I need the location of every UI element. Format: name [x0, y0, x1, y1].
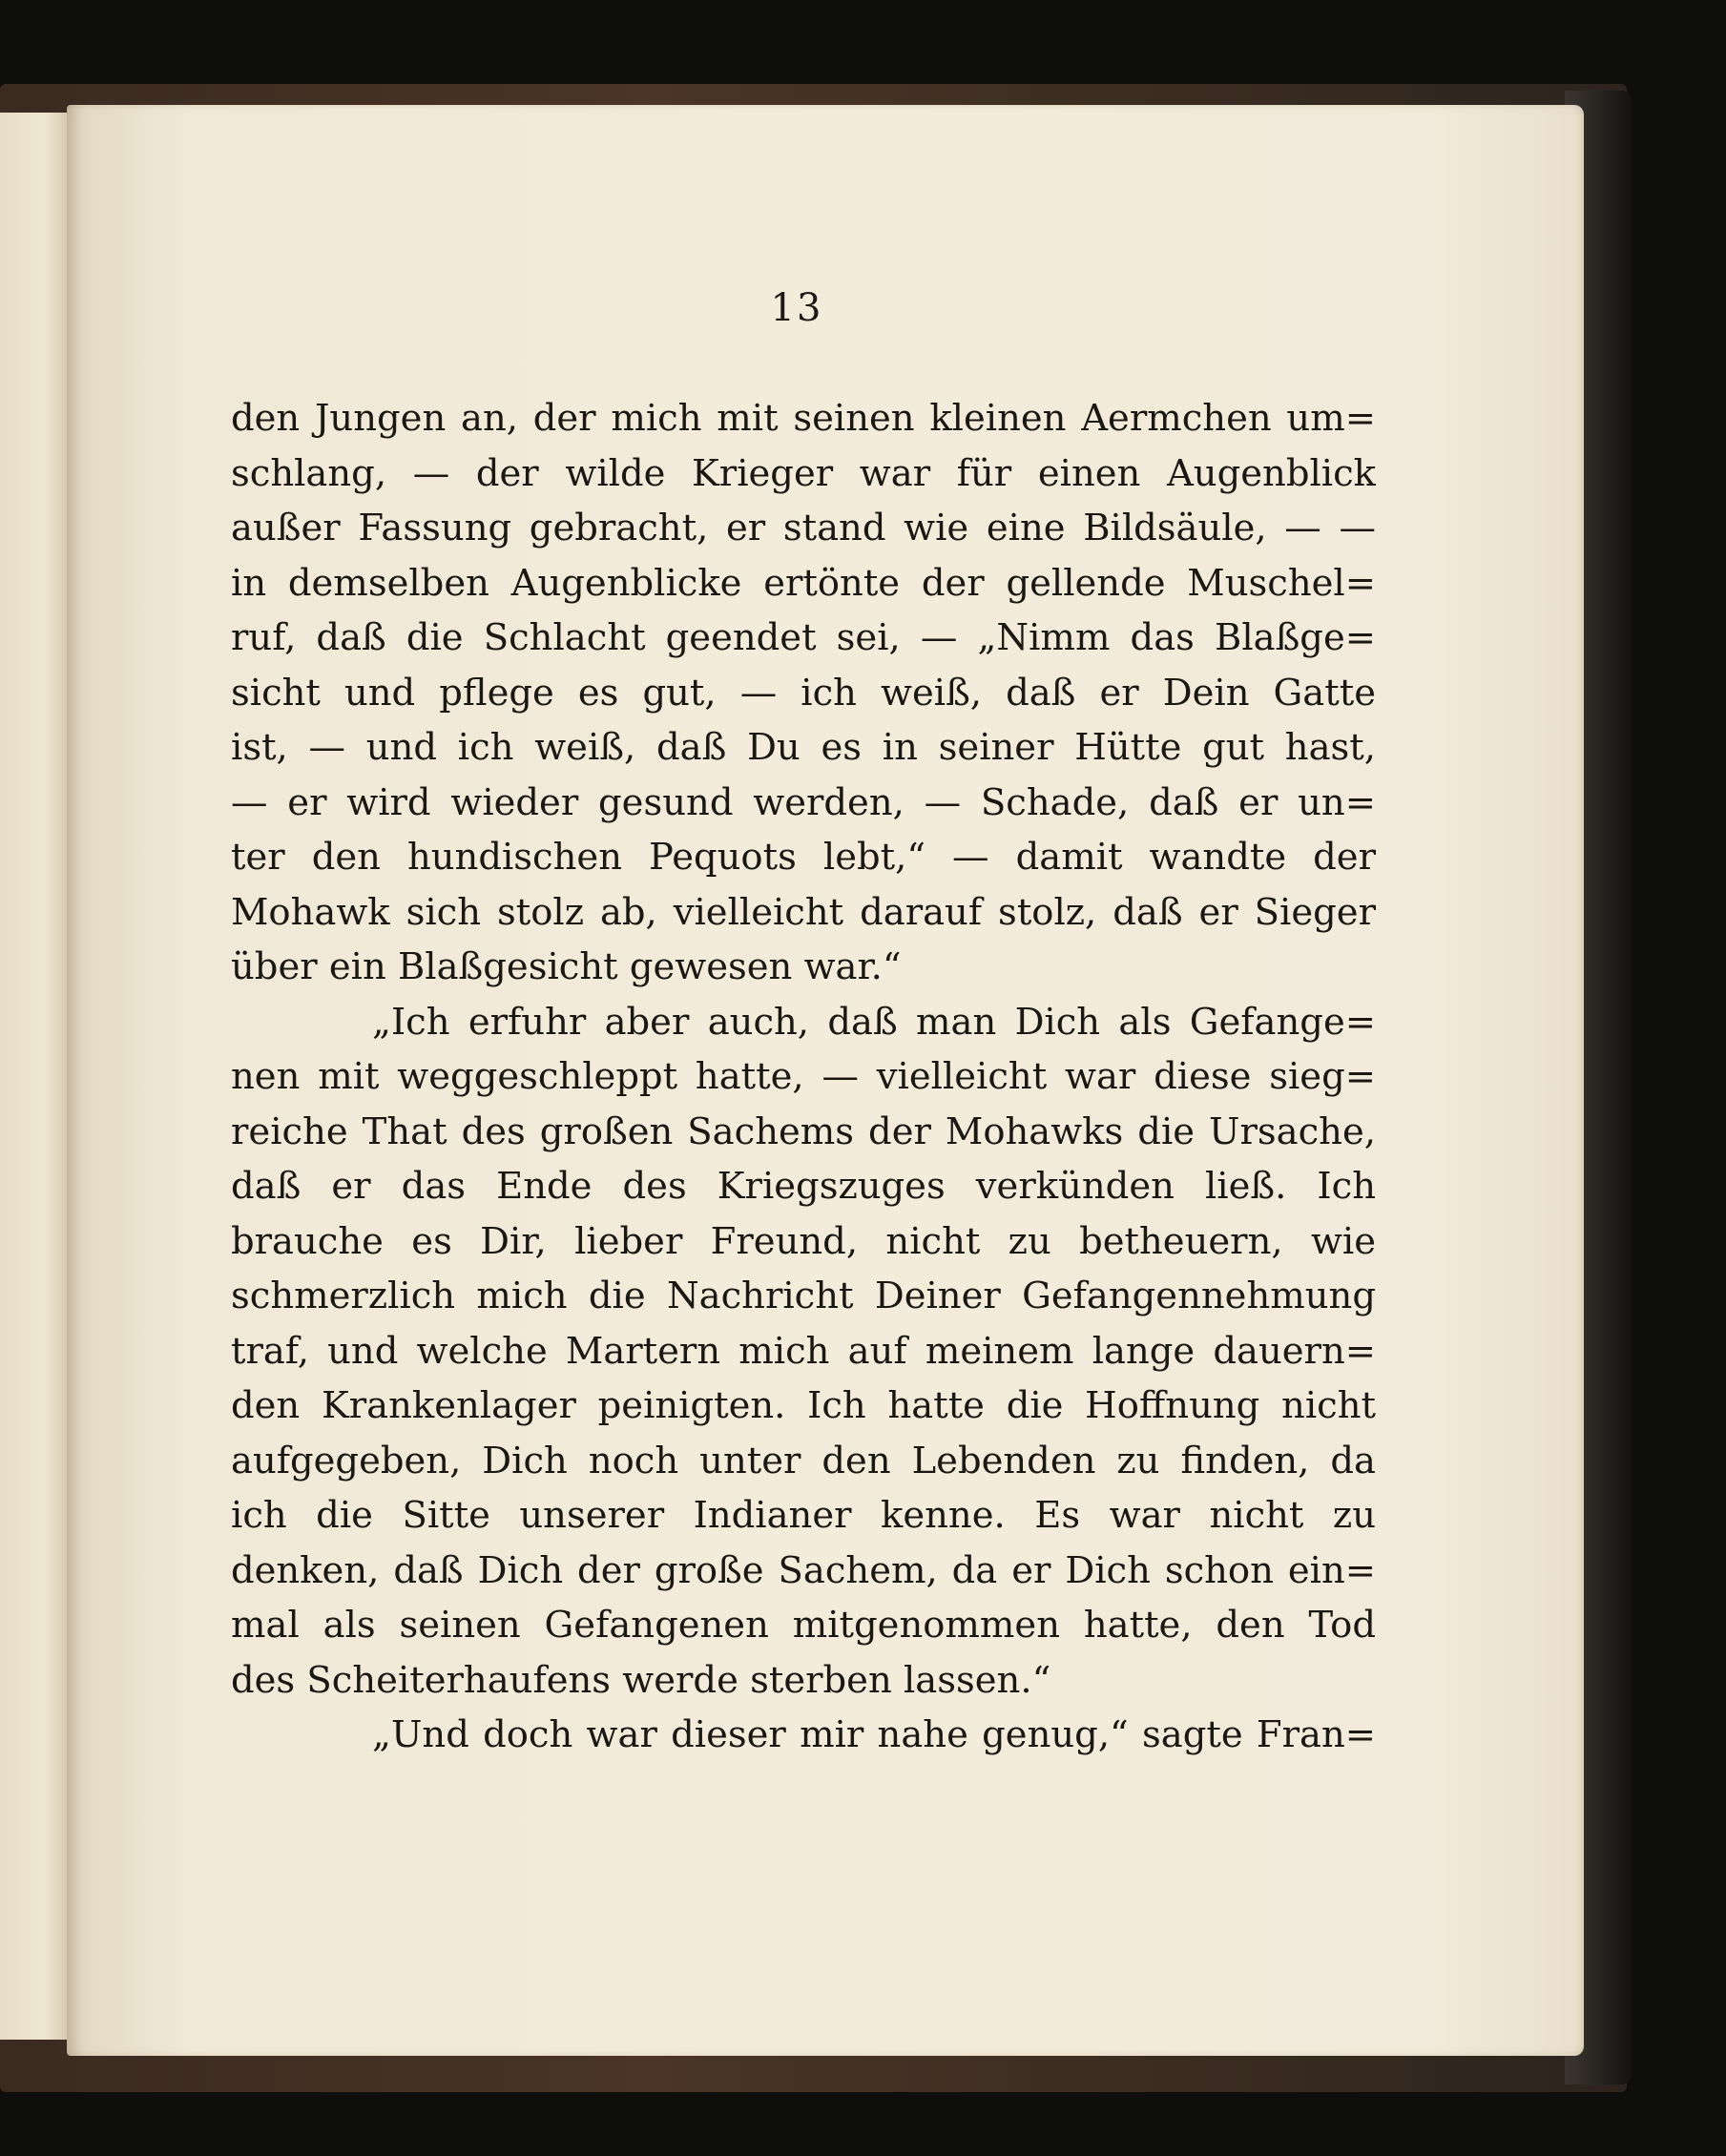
text-line: ruf, daß die Schlacht geendet sei, — „Nimm das Blaßge= [231, 616, 1376, 659]
text-line: den Jungen an, der mich mit seinen kleinen Aermchen um= [231, 397, 1376, 440]
text-line: daß er das Ende des Kriegszuges verkünden ließ. Ich [231, 1165, 1376, 1208]
text-line: brauche es Dir, lieber Freund, nicht zu betheuern, wie [231, 1219, 1376, 1263]
text-line: schlang, — der wilde Krieger war für einen Augenblick [231, 451, 1376, 495]
text-line: nen mit weggeschleppt hatte, — vielleicht war diese sieg= [231, 1055, 1376, 1098]
text-line: „Und doch war dieser mir nahe genug,“ sagte Fran= [372, 1713, 1376, 1756]
text-line: reiche That des großen Sachems der Mohawks die Ursache, [231, 1109, 1376, 1153]
text-line: schmerzlich mich die Nachricht Deiner Gefangennehmung [231, 1275, 1376, 1317]
text-line: mal als seinen Gefangenen mitgenommen hatte, den Tod [231, 1604, 1376, 1647]
text-line: in demselben Augenblicke ertönte der gellende Muschel= [231, 561, 1376, 605]
text-line: aufgegeben, Dich noch unter den Lebenden zu finden, da [231, 1439, 1376, 1482]
text-line: über ein Blaßgesicht gewesen war.“ [231, 945, 902, 988]
text-line: ter den hundischen Pequots lebt,“ — damit wandte der [231, 836, 1376, 879]
text-line: des Scheiterhaufens werde sterben lassen.“ [231, 1658, 1051, 1702]
previous-page-edge [0, 113, 74, 2040]
text-line: traf, und welche Martern mich auf meinem lange dauern= [231, 1329, 1376, 1373]
text-line: sicht und pflege es gut, — ich weiß, daß er Dein Gatte [231, 671, 1376, 715]
page-text [231, 391, 1376, 1763]
text-line: „Ich erfuhr aber auch, daß man Dich als Gefange= [372, 1000, 1376, 1044]
text-line: außer Fassung gebracht, er stand wie eine Bildsäule, — — [231, 507, 1376, 549]
text-line: denken, daß Dich der große Sachem, da er Dich schon ein= [231, 1548, 1376, 1592]
text-line: ich die Sitte unserer Indianer kenne. Es war nicht zu [231, 1494, 1376, 1537]
page-number: 13 [770, 286, 823, 330]
text-line: Mohawk sich stolz ab, vielleicht darauf stolz, daß er Sieger [231, 890, 1376, 934]
text-line: den Krankenlager peinigten. Ich hatte die Hoffnung nicht [231, 1384, 1376, 1427]
text-line: — er wird wieder gesund werden, — Schade, daß er un= [231, 780, 1376, 824]
text-line: ist, — und ich weiß, daß Du es in seiner Hütte gut hast, [231, 726, 1376, 769]
